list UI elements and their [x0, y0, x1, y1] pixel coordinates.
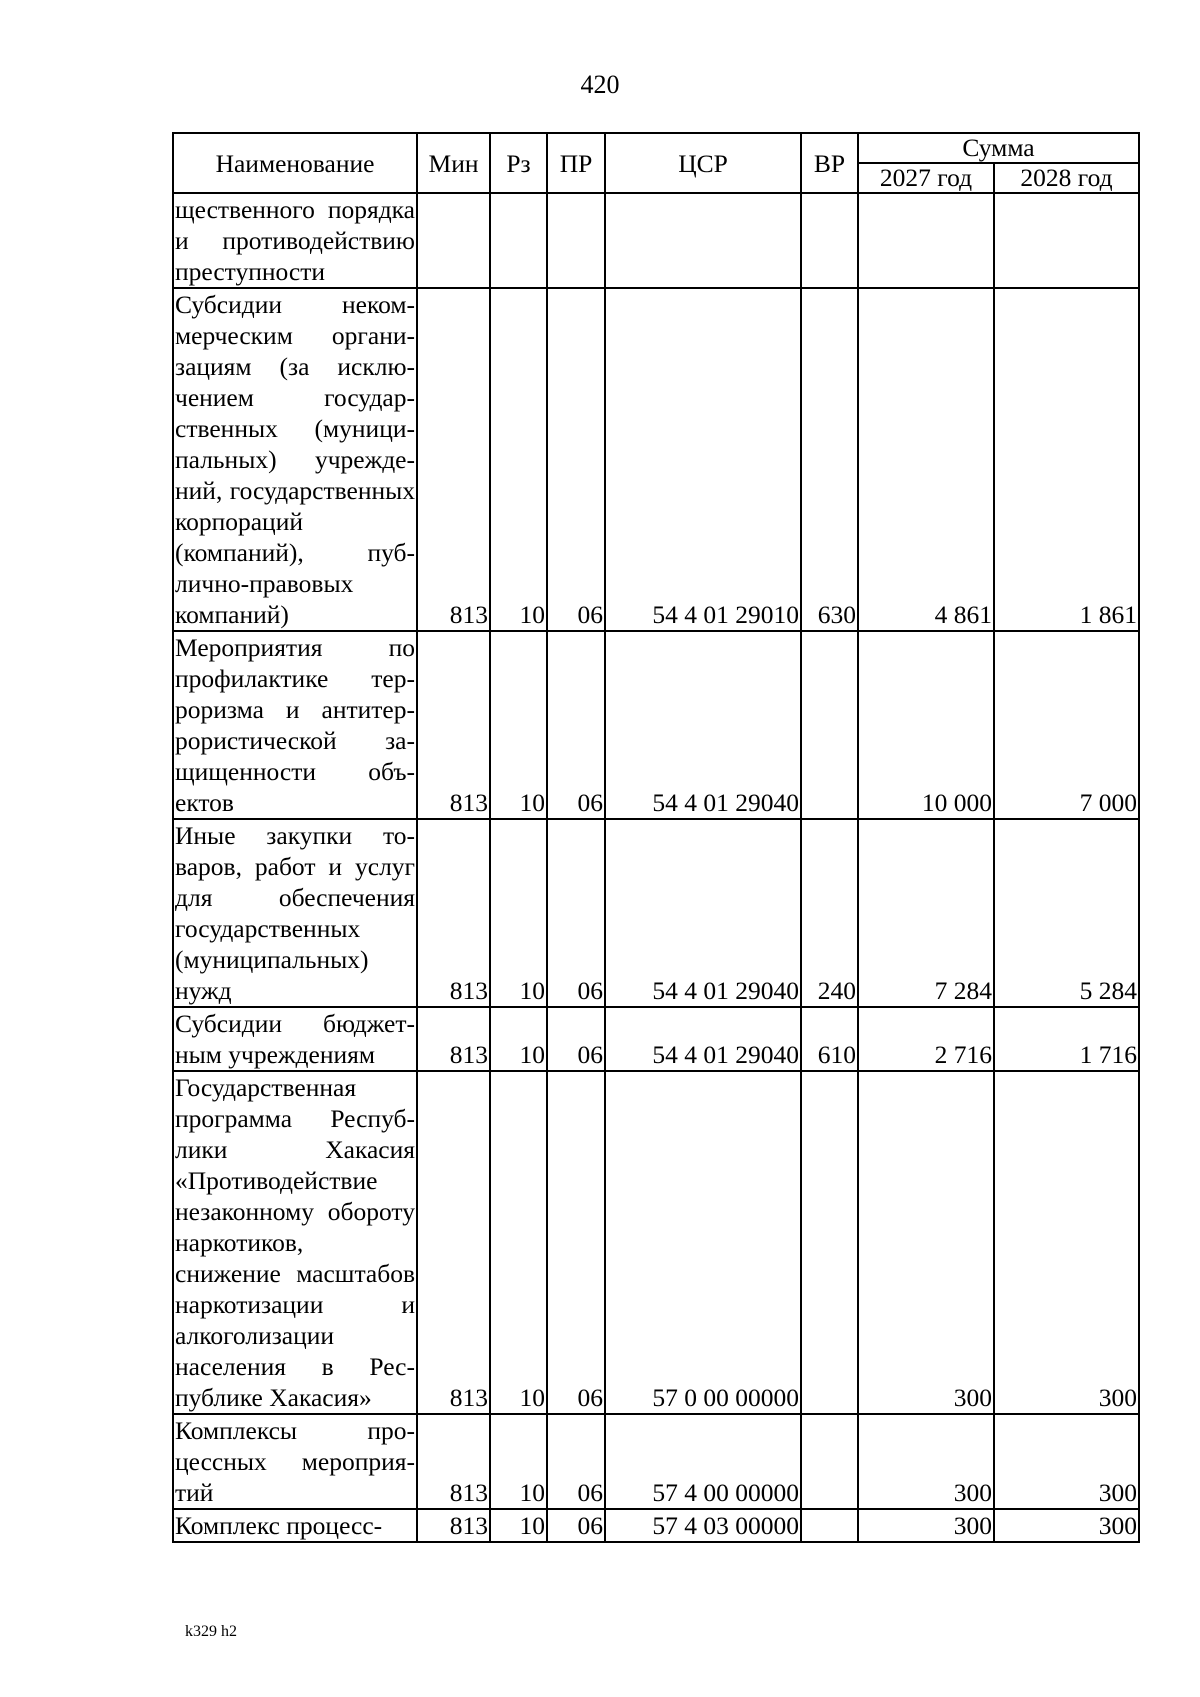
row-vr [801, 1071, 858, 1414]
header-name: Наименование [173, 133, 417, 193]
row-name: Комплекс процесс- [173, 1509, 417, 1542]
row-name: Мероприятия по профилактике терроризма и антитеррористической защищенности объектов [175, 633, 415, 817]
table-row [173, 1414, 1139, 1509]
header-vr: ВР [801, 133, 858, 193]
row-pr: 06 [547, 1071, 605, 1414]
row-csr: 54 4 01 29010 [605, 288, 801, 631]
row-pr: 06 [547, 1007, 605, 1071]
row-sum-2028: 300 [994, 1414, 1139, 1509]
row-sum-2027: 2 716 [858, 1007, 994, 1071]
row-min [417, 193, 490, 288]
row-pr: 06 [547, 288, 605, 631]
row-name: Субсидии некоммерческим организациям (за исключением государственных (муниципальных) учреждений, государственных корпораций (компаний), публично-правовых компаний) [175, 290, 415, 629]
row-csr: 54 4 01 29040 [605, 819, 801, 1007]
budget-table [172, 132, 1140, 1543]
row-vr [801, 1414, 858, 1509]
row-rz [490, 193, 547, 288]
row-vr [801, 1509, 858, 1542]
header-pr: ПР [547, 133, 605, 193]
row-sum-2028: 1 861 [994, 288, 1139, 631]
row-pr [547, 193, 605, 288]
table-body [173, 193, 1139, 1542]
row-name: Государственная программа Республики Хакасия «Противодействие незаконному обороту наркотиков, снижение масштабов наркотизации и алкоголизации населения в Республике Хакасия» [175, 1073, 415, 1412]
row-sum-2028: 1 716 [994, 1007, 1139, 1071]
row-sum-2027: 300 [858, 1509, 994, 1542]
row-pr: 06 [547, 1509, 605, 1542]
row-pr: 06 [547, 819, 605, 1007]
row-sum-2028: 300 [994, 1071, 1139, 1414]
row-csr: 57 4 03 00000 [605, 1509, 801, 1542]
table-row [173, 819, 1139, 1007]
row-csr: 54 4 01 29040 [605, 631, 801, 819]
row-csr: 57 0 00 00000 [605, 1071, 801, 1414]
row-vr [801, 631, 858, 819]
row-vr [801, 193, 858, 288]
table-row [173, 1509, 1139, 1542]
row-sum-2027: 300 [858, 1071, 994, 1414]
row-name: Комплексы процессных мероприятий [175, 1416, 415, 1507]
table-row [173, 288, 1139, 631]
row-csr [605, 193, 801, 288]
row-rz: 10 [490, 1509, 547, 1542]
row-min: 813 [417, 1007, 490, 1071]
header-csr: ЦСР [605, 133, 801, 193]
row-sum-2028: 300 [994, 1509, 1139, 1542]
table-row [173, 631, 1139, 819]
row-min: 813 [417, 288, 490, 631]
row-vr: 630 [801, 288, 858, 631]
header-year-2028: 2028 год [994, 163, 1139, 193]
footer-code: k329 h2 [185, 1623, 237, 1640]
row-min: 813 [417, 1414, 490, 1509]
header-year-2027: 2027 год [858, 163, 994, 193]
row-sum-2028 [994, 193, 1139, 288]
row-min: 813 [417, 1509, 490, 1542]
row-csr: 57 4 00 00000 [605, 1414, 801, 1509]
row-rz: 10 [490, 1071, 547, 1414]
header-sum: Сумма [858, 133, 1139, 163]
row-rz: 10 [490, 288, 547, 631]
row-sum-2027 [858, 193, 994, 288]
row-sum-2028: 5 284 [994, 819, 1139, 1007]
row-sum-2027: 7 284 [858, 819, 994, 1007]
table-row [173, 1007, 1139, 1071]
row-sum-2027: 4 861 [858, 288, 994, 631]
row-sum-2028: 7 000 [994, 631, 1139, 819]
row-sum-2027: 10 000 [858, 631, 994, 819]
table-row [173, 193, 1139, 288]
row-pr: 06 [547, 631, 605, 819]
row-sum-2027: 300 [858, 1414, 994, 1509]
page-number: 420 [580, 70, 620, 99]
row-min: 813 [417, 1071, 490, 1414]
header-min: Мин [417, 133, 490, 193]
row-pr: 06 [547, 1414, 605, 1509]
row-csr: 54 4 01 29040 [605, 1007, 801, 1071]
header-rz: Рз [490, 133, 547, 193]
row-vr: 610 [801, 1007, 858, 1071]
row-rz: 10 [490, 1007, 547, 1071]
row-name: щественного порядка и противодействию преступности [175, 195, 415, 286]
row-vr: 240 [801, 819, 858, 1007]
table-row [173, 1071, 1139, 1414]
row-name: Иные закупки товаров, работ и услуг для обеспечения государственных (муниципальных) нужд [175, 821, 415, 1005]
row-rz: 10 [490, 631, 547, 819]
row-min: 813 [417, 819, 490, 1007]
row-rz: 10 [490, 819, 547, 1007]
row-name: Субсидии бюджетным учреждениям [175, 1009, 415, 1069]
row-rz: 10 [490, 1414, 547, 1509]
row-min: 813 [417, 631, 490, 819]
